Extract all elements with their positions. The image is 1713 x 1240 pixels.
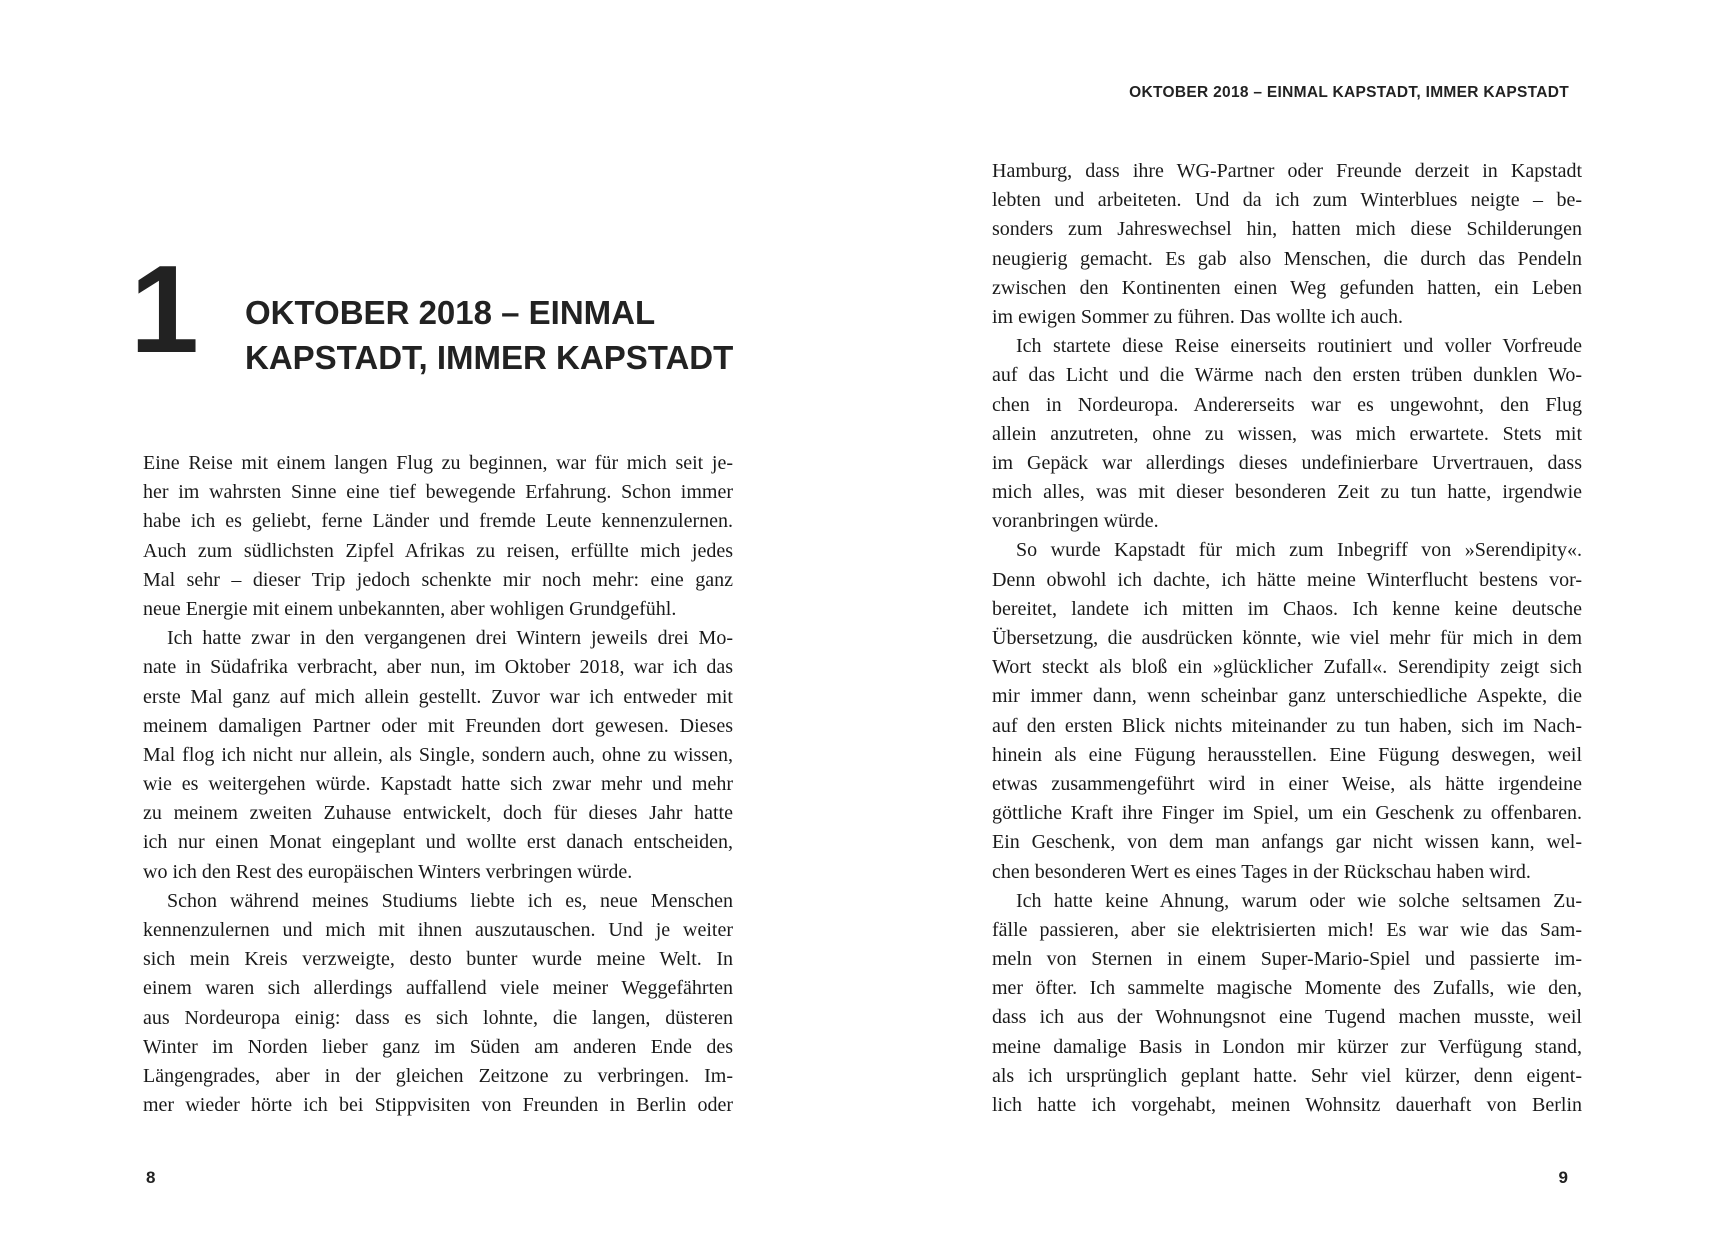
text-line: zu meinem zweiten Zuhause entwickelt, doch für dieses Jahr hatte — [143, 802, 733, 825]
text-line: als ich ursprünglich geplant hatte. Sehr viel kürzer, denn eigent- — [992, 1064, 1582, 1087]
page-number: 9 — [1558, 1168, 1568, 1187]
text-line: auf den ersten Blick nichts miteinander zu tun haben, sich im Nach- — [992, 714, 1582, 737]
text-line: chen in Nordeuropa. Andererseits war es ungewohnt, den Flug — [992, 393, 1582, 416]
text-line: wo ich den Rest des europäischen Winters verbringen würde. — [143, 860, 633, 883]
text-line: meine damalige Basis in London mir kürzer zur Verfügung stand, — [992, 1035, 1582, 1058]
text-line: kennenzulernen und mich mit ihnen auszutauschen. Und je weiter — [143, 919, 733, 941]
text-line: Wort steckt als bloß ein »glücklicher Zufall«. Serendipity zeigt sich — [992, 656, 1582, 679]
text-line: Auch zum südlichsten Zipfel Afrikas zu reisen, erfüllte mich jedes — [143, 539, 733, 562]
text-line: Übersetzung, die ausdrücken könnte, wie viel mehr für mich in dem — [992, 627, 1582, 649]
text-line: Ich hatte zwar in den vergangenen drei Wintern jeweils drei Mo- — [167, 627, 733, 650]
text-line: einem waren sich allerdings auffallend viele meiner Weggefährten — [143, 977, 733, 1000]
text-line: wie es weitergehen würde. Kapstadt hatte sich zwar mehr und mehr — [143, 773, 733, 796]
text-line: habe ich es geliebt, ferne Länder und fremde Leute kennenzulernen. — [143, 510, 733, 533]
text-line: neugierig gemacht. Es gab also Menschen, die durch das Pendeln — [992, 247, 1582, 270]
text-line: fälle passieren, aber sie elektrisierten mich! Es war wie das Sam- — [992, 918, 1582, 941]
text-line: im ewigen Sommer zu führen. Das wollte ich auch. — [992, 305, 1403, 328]
text-line: Denn obwohl ich dachte, ich hätte meine Winterflucht bestens vor- — [992, 568, 1582, 591]
text-line: Schon während meines Studiums liebte ich es, neue Menschen — [167, 889, 733, 912]
text-line: ich nur einen Monat eingeplant und wollte erst danach entscheiden, — [143, 831, 733, 854]
text-line: zwischen den Kontinenten einen Weg gefunden hatten, ein Leben — [992, 276, 1582, 299]
body-text-right — [992, 157, 1582, 1120]
chapter-title-line: KAPSTADT, IMMER KAPSTADT — [245, 339, 734, 376]
page-number: 8 — [146, 1168, 156, 1187]
running-head: OKTOBER 2018 – EINMAL KAPSTADT, IMMER KAPSTADT — [1129, 84, 1569, 101]
text-line: meln von Sternen in einem Super-Mario-Spiel und passierte im- — [992, 948, 1582, 971]
text-line: auf das Licht und die Wärme nach den ersten trüben dunklen Wo- — [992, 364, 1582, 387]
text-line: voranbringen würde. — [992, 510, 1159, 533]
text-line: Längengrades, aber in der gleichen Zeitzone zu verbringen. Im- — [143, 1064, 733, 1087]
text-line: chen besonderen Wert es eines Tages in der Rückschau haben wird. — [992, 860, 1531, 883]
chapter-title — [245, 290, 765, 380]
text-line: aus Nordeuropa einig: dass es sich lohnte, die langen, düsteren — [143, 1006, 733, 1029]
text-line: Ich startete diese Reise einerseits routiniert und voller Vorfreude — [1016, 335, 1582, 358]
text-line: her im wahrsten Sinne eine tief bewegende Erfahrung. Schon immer — [143, 481, 733, 504]
text-line: mir immer dann, wenn scheinbar ganz unterschiedliche Aspekte, die — [992, 685, 1582, 708]
text-line: bereitet, landete ich mitten im Chaos. Ich kenne keine deutsche — [992, 597, 1582, 620]
text-line: Ein Geschenk, von dem man anfangs gar nicht wissen kann, wel- — [992, 831, 1582, 854]
text-line: So wurde Kapstadt für mich zum Inbegriff von »Serendipity«. — [1016, 539, 1582, 562]
text-line: nate in Südafrika verbracht, aber nun, im Oktober 2018, war ich das — [143, 656, 733, 679]
right-page — [857, 0, 1713, 1240]
text-line: erste Mal ganz auf mich allein gestellt. Zuvor war ich entweder mit — [143, 685, 733, 708]
text-line: mer wieder hörte ich bei Stippvisiten von Freunden in Berlin oder — [143, 1094, 733, 1117]
body-text-left — [143, 449, 733, 1120]
text-line: Winter im Norden lieber ganz im Süden am anderen Ende des — [143, 1035, 733, 1058]
text-line: Ich hatte keine Ahnung, warum oder wie solche seltsamen Zu- — [1016, 889, 1582, 912]
text-line: lebten und arbeiteten. Und da ich zum Winterblues neigte – be- — [992, 189, 1582, 212]
chapter-number: 1 — [130, 241, 197, 379]
text-line: Mal flog ich nicht nur allein, als Single, sondern auch, ohne zu wissen, — [143, 743, 733, 766]
text-line: im Gepäck war allerdings dieses undefinierbare Urvertrauen, dass — [992, 451, 1582, 474]
left-page — [0, 0, 856, 1240]
text-line: Eine Reise mit einem langen Flug zu beginnen, war für mich seit je- — [143, 452, 733, 474]
text-line: allein anzutreten, ohne zu wissen, was mich erwartete. Stets mit — [992, 422, 1582, 445]
text-line: neue Energie mit einem unbekannten, aber wohligen Grundgefühl. — [143, 597, 677, 620]
chapter-title-line: OKTOBER 2018 – EINMAL — [245, 294, 656, 331]
text-line: göttliche Kraft ihre Finger im Spiel, um ein Geschenk zu offenbaren. — [992, 802, 1582, 825]
text-line: sonders zum Jahreswechsel hin, hatten mich diese Schilderungen — [992, 218, 1582, 241]
text-line: etwas zusammengeführt wird in einer Weise, als hätte irgendeine — [992, 772, 1582, 795]
text-line: Mal sehr – dieser Trip jedoch schenkte mir noch mehr: eine ganz — [143, 568, 733, 591]
text-line: lich hatte ich vorgehabt, meinen Wohnsitz dauerhaft von Berlin — [992, 1094, 1582, 1116]
text-line: Hamburg, dass ihre WG-Partner oder Freunde derzeit in Kapstadt — [992, 160, 1582, 182]
text-line: dass ich aus der Wohnungsnot eine Tugend machen musste, weil — [992, 1006, 1582, 1029]
text-line: mich alles, was mit dieser besonderen Zeit zu tun hatte, irgendwie — [992, 481, 1582, 504]
text-line: sich mein Kreis verzweigte, desto bunter wurde meine Welt. In — [143, 948, 733, 971]
text-line: meinem damaligen Partner oder mit Freunden dort gewesen. Dieses — [143, 714, 733, 737]
text-line: mer öfter. Ich sammelte magische Momente des Zufalls, wie den, — [992, 977, 1582, 1000]
text-line: hinein als eine Fügung herausstellen. Eine Fügung deswegen, weil — [992, 743, 1582, 766]
